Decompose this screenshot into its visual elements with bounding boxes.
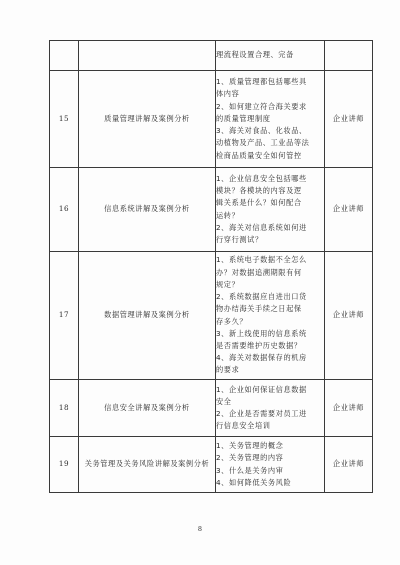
teacher-type: 企业讲师 [325,168,373,252]
content-line: 检商品质量安全如何管控 [216,150,302,160]
content-line: 的质量管理制度 [216,113,271,123]
course-content [216,41,325,71]
row-number: 15 [50,71,79,168]
content-line: 规定？ [216,279,240,289]
content-line: 2、海关对信息系统如何进 [216,222,307,232]
content-line: 1、系统电子数据不全怎么 [216,255,307,265]
content-line: 1、质量管理都包括哪些具 [216,77,307,87]
teacher-type [325,41,373,71]
course-content [216,252,325,380]
teacher-type: 企业讲师 [325,71,373,168]
content-line: 模块？各模块的内容及逻 [216,186,302,196]
table-row [50,380,373,437]
content-line: 4、海关对数据保存的机房 [216,353,307,363]
table-row [50,168,373,252]
content-line: 存多久？ [216,316,248,326]
content-line: 4、如何降低关务风险 [216,477,292,487]
row-number: 16 [50,168,79,252]
content-line: 是否需要维护历史数据？ [216,340,302,350]
content-line: 行信息安全培训 [216,421,271,431]
row-number: 19 [50,437,79,493]
course-name: 信息安全讲解及案例分析 [79,380,216,437]
row-number: 17 [50,252,79,380]
content-line: 3、新上线使用的信息系统 [216,328,307,338]
content-line: 动植物及产品、工业品等法 [216,138,310,148]
course-name [79,41,216,71]
table-row [50,71,373,168]
content-line: 2、关务管理的内容 [216,453,284,463]
course-content [216,380,325,437]
course-name: 数据管理讲解及案例分析 [79,252,216,380]
content-line: 3、海关对食品、化妆品、 [216,126,307,136]
page-number: 8 [197,525,203,533]
content-line: 行穿行测试？ [216,234,263,244]
course-content [216,71,325,168]
content-line: 体内容 [216,89,240,99]
table-row [50,252,373,380]
course-name: 质量管理讲解及案例分析 [79,71,216,168]
teacher-type: 企业讲师 [325,252,373,380]
content-line: 物办结海关手续之日起保 [216,304,302,314]
content-line: 理流程设置合理、完备 [216,50,294,60]
course-name: 信息系统讲解及案例分析 [79,168,216,252]
training-schedule-table [49,40,373,493]
row-number: 18 [50,380,79,437]
content-line: 1、企业信息安全包括哪些 [216,173,307,183]
course-name: 关务管理及关务风险讲解及案例分析 [79,437,216,493]
content-line: 2、系统数据应自进出口货 [216,292,307,302]
teacher-type: 企业讲师 [325,380,373,437]
content-line: 1、企业如何保证信息数据 [216,384,307,394]
content-line: 2、企业是否需要对员工进 [216,409,307,418]
content-line: 办？对数据追溯期限有何 [216,267,302,277]
content-line: 运转？ [216,210,240,220]
content-line: 辑关系是什么？如何配合 [216,198,302,208]
teacher-type: 企业讲师 [325,437,373,493]
content-line: 的要求 [216,365,240,375]
row-number [50,41,79,71]
table-row [50,41,373,71]
table-body [50,41,373,493]
course-content [216,168,325,252]
course-content [216,437,325,493]
content-line: 安全 [216,396,232,406]
content-line: 3、什么是关务内审 [216,465,284,475]
content-line: 2、如何建立符合海关要求 [216,101,307,111]
content-line: 1、关务管理的概念 [216,441,284,451]
table-row [50,437,373,493]
